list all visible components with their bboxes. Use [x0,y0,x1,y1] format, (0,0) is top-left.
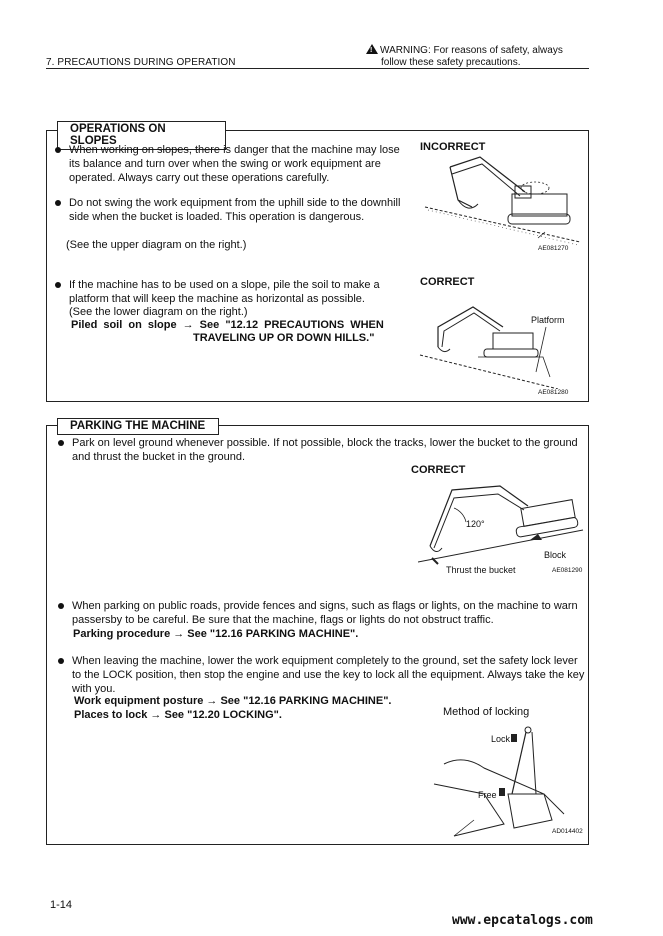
slopes-ref-line2: TRAVELING UP OR DOWN HILLS." [193,332,375,344]
lock-label: Lock [491,734,511,744]
parking-fig-angle: 120° [466,519,485,529]
bullet-dot [55,147,61,153]
warning-icon [366,44,378,54]
slopes-bullet-3-note: (See the lower diagram on the right.) [69,306,248,318]
fig2-callout-platform: Platform [531,315,565,325]
parking-bullet-3-ref1: Work equipment posture → See "12.16 PARKING MACHINE". [74,695,392,707]
slopes-bullet-2-text: Do not swing the work equipment from the uphill side to the downhill side when the bucket is loaded. This operation is dangerous. [69,197,401,223]
slopes-bullet-3-text: If the machine has to be used on a slope, pile the soil to make a platform that will keep the machine as horizontal as possible. [69,279,380,305]
parking-bullet-1 [72,436,587,464]
parking-bullet-1-text: Park on level ground whenever possible. If not possible, block the tracks, lower the bucket to the ground and thrust the bucket in the ground. [72,437,578,463]
excavator-correct-figure [418,297,586,389]
warning-line1: WARNING: For reasons of safety, always [380,45,563,56]
parking-bullet-2 [72,599,587,627]
parking-bullet-3 [72,654,587,696]
fig2-code: AE081280 [538,389,569,396]
parking-fig-block: Block [544,550,567,560]
parking-section-title: PARKING THE MACHINE [57,418,219,435]
slopes-section-title: OPERATIONS ON SLOPES [57,121,226,150]
slopes-bullet-3 [69,278,407,306]
bullet-dot [55,200,61,206]
slopes-bullet-2-note: (See the upper diagram on the right.) [66,239,247,251]
slopes-bullet-2 [69,196,407,224]
free-label: Free [478,790,497,800]
parking-bullet-2-ref: Parking procedure → See "12.16 PARKING MACHINE". [73,628,359,640]
excavator-incorrect-figure [420,152,585,247]
fig1-code: AE081270 [538,245,569,252]
header-rule [46,68,589,69]
warning-line2: follow these safety precautions. [381,57,521,68]
warning-note [366,44,563,69]
parking-bullet-3-ref2: Places to lock → See "12.20 LOCKING". [74,709,282,721]
parking-bullet-3-text: When leaving the machine, lower the work equipment completely to the ground, set the safety lock lever to the LOCK position, then stop the engine and use the key to lock all the equipment. Always take the key with you. [72,655,585,695]
bullet-dot [58,658,64,664]
parking-fig-label: CORRECT [411,464,466,476]
parking-fig-thrust: Thrust the bucket [446,565,516,575]
fig1-label: INCORRECT [420,141,486,153]
lock-fig-code: AD014402 [552,828,583,835]
watermark-url: www.epcatalogs.com [452,913,593,928]
parking-bullet-2-text: When parking on public roads, provide fences and signs, such as flags or lights, on the machine to warn passersby to be careful. Be sure that the machine, flags or lights do not obstruct traffic. [72,600,578,626]
fig2-label: CORRECT [420,276,475,288]
parking-fig-code: AE081290 [552,567,583,574]
slopes-ref-line1: Piled soil on slope → See "12.12 PRECAUTIONS WHEN [71,319,384,331]
bullet-dot [58,440,64,446]
bullet-dot [55,282,61,288]
page-number: 1-14 [50,899,73,911]
slopes-bullet-1-text: When working on slopes, there is danger that the machine may lose its balance and turn over when the swing or work equipment are operated. Always carry out these operations carefully. [69,144,400,184]
lock-caption: Method of locking [443,706,530,718]
page-section-title: 7. PRECAUTIONS DURING OPERATION [46,57,236,68]
slopes-bullet-1 [69,143,407,185]
bullet-dot [58,603,64,609]
